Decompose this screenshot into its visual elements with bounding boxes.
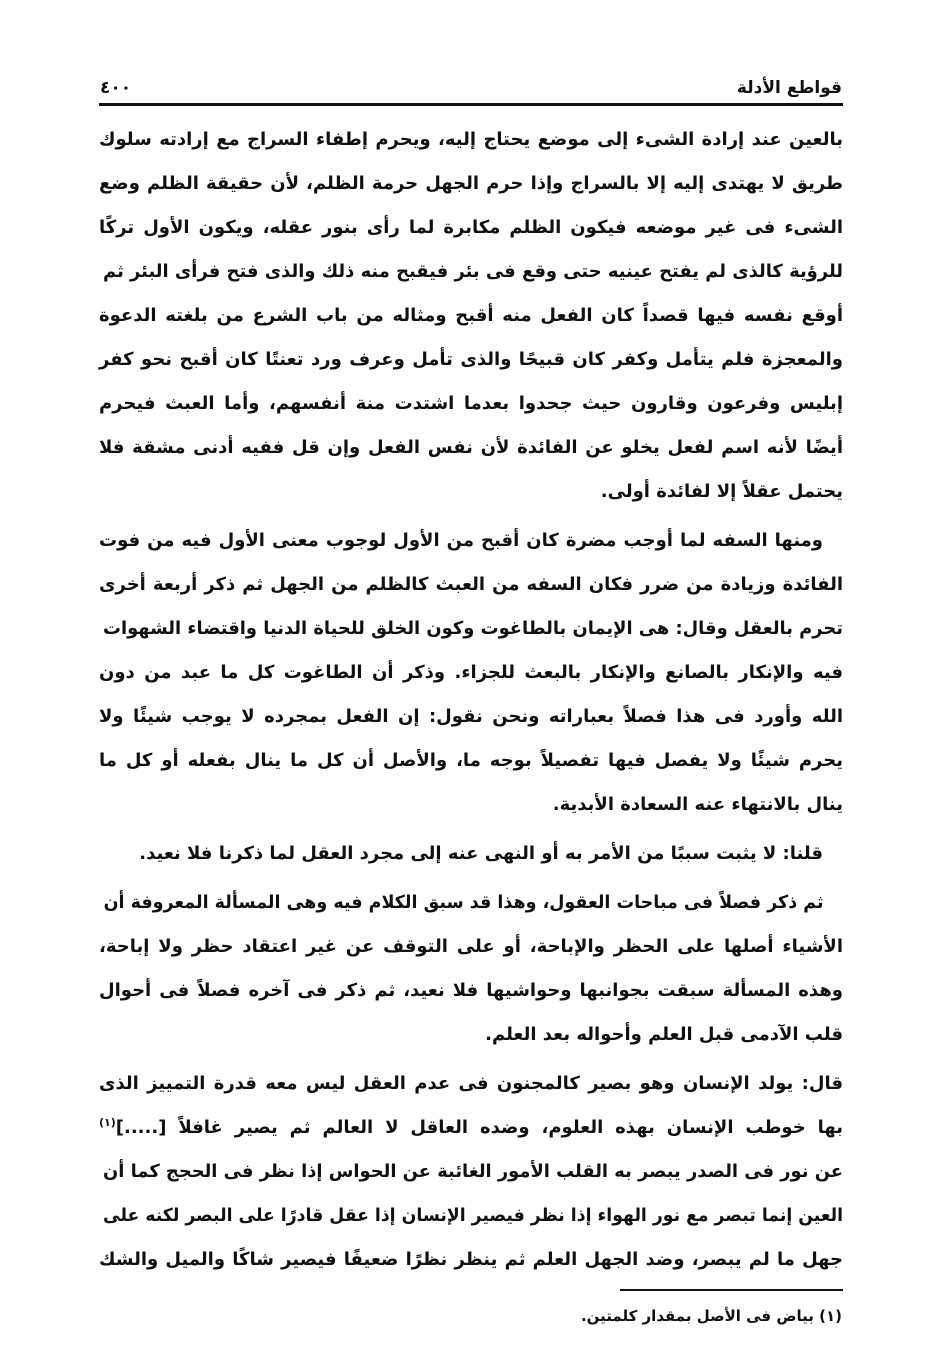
text-line: فيه والإنكار بالصانع والإنكار بالبعث للجزاء. وذكر أن الطاغوت كل ما عبد من دون xyxy=(99,662,843,683)
text-line: عن نور فى الصدر يبصر به القلب الأمور الغائبة عن الحواس إذا نظر فى الحجج كما أن xyxy=(103,1161,844,1182)
footnote-reference[interactable]: (١) xyxy=(99,1116,116,1129)
text-line: قلنا: لا يثبت سببًا من الأمر به أو النهى عنه إلى مجرد العقل لما ذكرنا فلا نعيد. xyxy=(139,843,823,864)
paragraph xyxy=(99,881,843,1057)
text-line: قال: يولد الإنسان وهو بصير كالمجنون فى عدم العقل ليس معه قدرة التمييز الذى xyxy=(99,1073,843,1094)
text-line: الله وأورد فى هذا فصلاً بعباراته ونحن نقول: إن الفعل بمجرده لا يوجب شيئًا ولا xyxy=(99,706,843,727)
text-line: بها خوطب الإنسان بهذه العلوم، وضده العاقل لا العالم ثم يصير غافلاً [.....] xyxy=(115,1117,843,1138)
text-line: للرؤية كالذى لم يفتح عينيه حتى وقع فى بئر فيقبح منه ذلك والذى فتح فرأى البئر ثم xyxy=(103,261,843,282)
text-line: جهل ما لم يبصر، وضد الجهل العلم ثم ينظر نظرًا ضعيفًا فيصير شاكًا والميل والشك xyxy=(99,1249,843,1270)
text-line: بالعين عند إرادة الشىء إلى موضع يحتاج إليه، ويحرم إطفاء السراج مع إرادته سلوك xyxy=(99,129,843,150)
text-line: أيضًا لأنه اسم لفعل يخلو عن الفائدة لأن نفس الفعل وإن قل ففيه أدنى مشقة فلا xyxy=(99,437,843,458)
text-line: ينال بالانتهاء عنه السعادة الأبدية. xyxy=(552,794,843,815)
text-line: قلب الآدمى قبل العلم وأحواله بعد العلم. xyxy=(485,1024,843,1045)
footnote: (١) بياض فى الأصل بمقدار كلمتين. xyxy=(580,1307,842,1325)
paragraph xyxy=(99,1062,843,1282)
text-line: ومنها السفه لما أوجب مضرة كان أقبح من الأول لوجوب معنى الأول فيه من فوت xyxy=(99,530,823,551)
text-line: تحرم بالعقل وقال: هى الإيمان بالطاغوت وكون الخلق للحياة الدنيا واقتضاء الشهوات xyxy=(102,618,843,639)
paragraph xyxy=(99,118,843,514)
running-title: قواطع الأدلة xyxy=(736,78,842,98)
footnote-rule xyxy=(620,1289,843,1291)
text-line: إبليس وفرعون وقارون حيث جحدوا بعدما اشتدت منة أنفسهم، وأما العبث فيحرم xyxy=(99,393,843,414)
text-line: وهذه المسألة سبقت بجوانبها وحواشيها فلا نعيد، ثم ذكر فى آخره فصلاً فى أحوال xyxy=(99,980,843,1001)
body-text xyxy=(99,118,843,1282)
page-number: ٤٠٠ xyxy=(100,78,132,98)
text-line: طريق لا يهتدى إليه إلا بالسراج وإذا حرم الجهل حرمة الظلم، لأن حقيقة الظلم وضع xyxy=(99,173,843,194)
text-line: الأشياء أصلها على الحظر والإباحة، أو على التوقف عن غير اعتقاد حظر ولا إباحة، xyxy=(99,936,843,957)
text-line: يحتمل عقلاً إلا لفائدة أولى. xyxy=(600,481,843,502)
paragraph xyxy=(99,519,843,827)
paragraph xyxy=(99,832,843,876)
text-line-with-footnote xyxy=(99,1106,843,1150)
header-rule xyxy=(99,103,843,106)
text-line: والمعجزة فلم يتأمل وكفر كان قبيحًا والذى تأمل وعرف ورد تعنتًا كان أقبح نحو كفر xyxy=(99,349,843,370)
text-line: يحرم شيئًا ولا يفصل فيها تفصيلاً بوجه ما، والأصل أن كل ما ينال بفعله أو كل ما xyxy=(99,750,843,771)
text-line: الشىء فى غير موضعه فيكون الظلم مكابرة لما رأى بنور عقله، ويكون الأول تركًا xyxy=(99,217,843,238)
text-line: أوقع نفسه فيها قصداً كان الفعل منه أقبح ومثاله من باب الشرع من بلغته الدعوة xyxy=(99,305,843,326)
text-line: الفائدة وزيادة من ضرر فكان السفه من العبث كالظلم من الجهل ثم ذكر أربعة أخرى xyxy=(99,574,843,595)
text-line: العين إنما تبصر مع نور الهواء إذا نظر فيصير الإنسان إذا عقل قادرًا على البصر لكنه على xyxy=(102,1205,844,1226)
text-line: ثم ذكر فصلاً فى مباحات العقول، وهذا قد سبق الكلام فيه وهى المسألة المعروفة أن xyxy=(103,892,824,913)
